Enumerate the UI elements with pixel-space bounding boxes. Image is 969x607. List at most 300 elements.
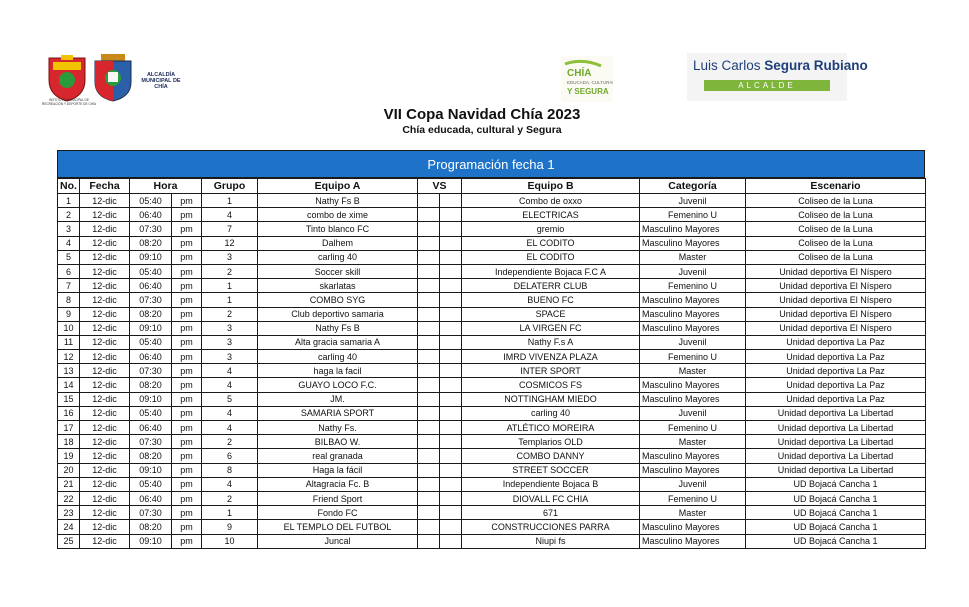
row-group: 8 [202,463,258,477]
vs-cell [418,222,440,236]
category: Masculino Mayores [640,392,746,406]
row-group: 3 [202,350,258,364]
team-b: CONSTRUCCIONES PARRA [462,520,640,534]
category: Masculino Mayores [640,534,746,548]
row-number: 11 [58,335,80,349]
venue: UD Bojacá Cancha 1 [746,534,926,548]
page-title: VII Copa Navidad Chía 2023 [383,106,581,123]
row-date: 12-dic [80,364,130,378]
row-group: 2 [202,307,258,321]
team-b: gremio [462,222,640,236]
venue: Unidad deportiva La Paz [746,392,926,406]
row-time: 08:20 [130,449,172,463]
row-date: 12-dic [80,491,130,505]
vs-cell [418,520,440,534]
svg-text:Y SEGURA: Y SEGURA [567,87,609,96]
row-time: 06:40 [130,421,172,435]
row-date: 12-dic [80,534,130,548]
row-ampm: pm [172,279,202,293]
team-a: real granada [258,449,418,463]
vs-cell [418,250,440,264]
row-group: 3 [202,250,258,264]
instituto-label: INSTITUTO MUNICIPAL DE RECREACIÓN Y DEPORTE DE CHÍA [41,98,97,106]
vs-blank-cell [440,406,462,420]
row-number: 24 [58,520,80,534]
vs-cell [418,421,440,435]
vs-blank-cell [440,364,462,378]
vs-blank-cell [440,392,462,406]
table-row [58,449,926,463]
vs-cell [418,378,440,392]
table-row [58,435,926,449]
row-time: 09:10 [130,250,172,264]
vs-blank-cell [440,194,462,208]
venue: UD Bojacá Cancha 1 [746,520,926,534]
team-b: Combo de oxxo [462,194,640,208]
row-time: 08:20 [130,307,172,321]
vs-cell [418,491,440,505]
venue: Unidad deportiva La Libertad [746,435,926,449]
team-a: Nathy Fs B [258,194,418,208]
row-time: 05:40 [130,335,172,349]
venue: Unidad deportiva La Paz [746,378,926,392]
row-group: 4 [202,208,258,222]
team-a: EL TEMPLO DEL FUTBOL [258,520,418,534]
alcaldia-shield-logo [92,52,134,102]
col-hora-header: Hora [130,179,202,194]
table-row [58,279,926,293]
vs-cell [418,279,440,293]
row-number: 22 [58,491,80,505]
team-b: ATLÉTICO MOREIRA [462,421,640,435]
row-ampm: pm [172,463,202,477]
alcalde-name: Luis Carlos Segura Rubiano [693,58,868,73]
team-a: carling 40 [258,350,418,364]
category: Masculino Mayores [640,293,746,307]
table-row [58,491,926,505]
vs-blank-cell [440,208,462,222]
row-time: 08:20 [130,236,172,250]
team-b: COMBO DANNY [462,449,640,463]
row-group: 12 [202,236,258,250]
table-row [58,534,926,548]
row-number: 19 [58,449,80,463]
col-no-header: No. [58,179,80,194]
row-date: 12-dic [80,506,130,520]
row-ampm: pm [172,506,202,520]
category: Juvenil [640,335,746,349]
vs-cell [418,477,440,491]
team-b: DIOVALL FC CHIA [462,491,640,505]
vs-blank-cell [440,506,462,520]
row-ampm: pm [172,378,202,392]
row-group: 4 [202,378,258,392]
team-b: Niupi fs [462,534,640,548]
team-b: Independiente Bojaca B [462,477,640,491]
row-ampm: pm [172,435,202,449]
category: Femenino U [640,350,746,364]
row-number: 4 [58,236,80,250]
row-number: 18 [58,435,80,449]
row-time: 06:40 [130,208,172,222]
row-group: 1 [202,506,258,520]
category: Masculino Mayores [640,236,746,250]
row-time: 08:20 [130,520,172,534]
category: Masculino Mayores [640,449,746,463]
row-date: 12-dic [80,477,130,491]
team-a: Alta gracia samaria A [258,335,418,349]
table-row [58,307,926,321]
row-group: 4 [202,406,258,420]
table-row [58,236,926,250]
vs-cell [418,435,440,449]
vs-cell [418,307,440,321]
row-group: 4 [202,364,258,378]
team-a: BILBAO W. [258,435,418,449]
category: Masculino Mayores [640,463,746,477]
category: Femenino U [640,421,746,435]
team-b: Independiente Bojaca F.C A [462,264,640,278]
row-time: 05:40 [130,194,172,208]
row-group: 7 [202,222,258,236]
row-ampm: pm [172,392,202,406]
row-number: 10 [58,321,80,335]
team-b: LA VIRGEN FC [462,321,640,335]
row-time: 09:10 [130,321,172,335]
venue: Unidad deportiva El Níspero [746,321,926,335]
row-group: 10 [202,534,258,548]
team-b: COSMICOS FS [462,378,640,392]
category: Masculino Mayores [640,321,746,335]
row-ampm: pm [172,491,202,505]
instituto-shield-logo [46,52,88,102]
vs-blank-cell [440,534,462,548]
vs-blank-cell [440,307,462,321]
svg-text:CHÍA: CHÍA [567,68,592,79]
team-b: NOTTINGHAM MIEDO [462,392,640,406]
team-b: STREET SOCCER [462,463,640,477]
venue: Unidad deportiva La Libertad [746,463,926,477]
team-a: Club deportivo samaria [258,307,418,321]
row-ampm: pm [172,477,202,491]
venue: Unidad deportiva La Libertad [746,449,926,463]
row-time: 09:10 [130,392,172,406]
row-date: 12-dic [80,293,130,307]
row-date: 12-dic [80,392,130,406]
row-group: 2 [202,435,258,449]
team-a: haga la facil [258,364,418,378]
row-ampm: pm [172,534,202,548]
team-b: BUENO FC [462,293,640,307]
col-equipo-a-header: Equipo A [258,179,418,194]
team-a: Altagracia Fc. B [258,477,418,491]
col-equipo-b-header: Equipo B [462,179,640,194]
vs-cell [418,364,440,378]
table-row [58,520,926,534]
team-b: SPACE [462,307,640,321]
alcalde-role: ALCALDE [704,80,830,91]
row-number: 9 [58,307,80,321]
category: Juvenil [640,194,746,208]
venue: Unidad deportiva El Níspero [746,293,926,307]
row-date: 12-dic [80,236,130,250]
table-row [58,477,926,491]
team-a: Tinto blanco FC [258,222,418,236]
row-ampm: pm [172,321,202,335]
team-b: EL CODITO [462,236,640,250]
row-ampm: pm [172,293,202,307]
vs-blank-cell [440,435,462,449]
row-number: 13 [58,364,80,378]
vs-cell [418,236,440,250]
row-number: 7 [58,279,80,293]
team-a: carling 40 [258,250,418,264]
row-time: 07:30 [130,222,172,236]
row-number: 20 [58,463,80,477]
category: Master [640,250,746,264]
row-ampm: pm [172,236,202,250]
row-number: 6 [58,264,80,278]
venue: Coliseo de la Luna [746,250,926,264]
row-date: 12-dic [80,421,130,435]
row-time: 05:40 [130,477,172,491]
venue: Coliseo de la Luna [746,236,926,250]
team-a: GUAYO LOCO F.C. [258,378,418,392]
vs-cell [418,506,440,520]
category: Master [640,506,746,520]
category: Master [640,364,746,378]
table-row [58,194,926,208]
col-fecha-header: Fecha [80,179,130,194]
category: Juvenil [640,264,746,278]
row-group: 1 [202,279,258,293]
team-b: Nathy F.s A [462,335,640,349]
row-ampm: pm [172,364,202,378]
row-date: 12-dic [80,435,130,449]
vs-cell [418,194,440,208]
venue: UD Bojacá Cancha 1 [746,506,926,520]
row-number: 21 [58,477,80,491]
row-group: 6 [202,449,258,463]
row-date: 12-dic [80,264,130,278]
team-a: Fondo FC [258,506,418,520]
row-date: 12-dic [80,208,130,222]
row-date: 12-dic [80,350,130,364]
row-ampm: pm [172,222,202,236]
team-b: DELATERR CLUB [462,279,640,293]
team-a: JM. [258,392,418,406]
row-ampm: pm [172,335,202,349]
table-row [58,208,926,222]
category: Femenino U [640,208,746,222]
row-time: 07:30 [130,506,172,520]
row-group: 3 [202,321,258,335]
row-date: 12-dic [80,520,130,534]
venue: Unidad deportiva El Níspero [746,279,926,293]
row-group: 4 [202,477,258,491]
team-a: skarlatas [258,279,418,293]
row-time: 09:10 [130,534,172,548]
team-a: combo de xime [258,208,418,222]
vs-cell [418,449,440,463]
row-ampm: pm [172,449,202,463]
table-row [58,406,926,420]
row-date: 12-dic [80,321,130,335]
row-time: 07:30 [130,364,172,378]
vs-blank-cell [440,520,462,534]
row-number: 5 [58,250,80,264]
table-row [58,293,926,307]
row-date: 12-dic [80,406,130,420]
vs-blank-cell [440,279,462,293]
team-b: INTER SPORT [462,364,640,378]
vs-blank-cell [440,222,462,236]
row-number: 17 [58,421,80,435]
venue: Unidad deportiva La Libertad [746,421,926,435]
team-a: Juncal [258,534,418,548]
alcaldia-label: ALCALDÍA MUNICIPAL DE CHÍA [141,72,181,90]
vs-blank-cell [440,250,462,264]
row-date: 12-dic [80,279,130,293]
table-row [58,350,926,364]
row-number: 25 [58,534,80,548]
row-time: 08:20 [130,378,172,392]
table-row [58,264,926,278]
table-row [58,321,926,335]
svg-text:EDUCADA, CULTURAL: EDUCADA, CULTURAL [567,80,613,85]
vs-cell [418,208,440,222]
row-date: 12-dic [80,463,130,477]
table-row [58,392,926,406]
vs-cell [418,392,440,406]
row-group: 5 [202,392,258,406]
vs-blank-cell [440,449,462,463]
row-ampm: pm [172,350,202,364]
category: Juvenil [640,477,746,491]
vs-cell [418,293,440,307]
vs-blank-cell [440,321,462,335]
table-row [58,421,926,435]
row-group: 1 [202,293,258,307]
vs-blank-cell [440,293,462,307]
venue: Unidad deportiva El Níspero [746,264,926,278]
col-escenario-header: Escenario [746,179,926,194]
vs-blank-cell [440,378,462,392]
row-number: 15 [58,392,80,406]
row-time: 06:40 [130,279,172,293]
team-a: Haga la fácil [258,463,418,477]
row-date: 12-dic [80,307,130,321]
vs-cell [418,534,440,548]
team-a: Dalhem [258,236,418,250]
col-categoria-header: Categoría [640,179,746,194]
row-ampm: pm [172,264,202,278]
table-row [58,364,926,378]
row-number: 14 [58,378,80,392]
row-group: 2 [202,264,258,278]
team-b: ELECTRICAS [462,208,640,222]
row-time: 06:40 [130,350,172,364]
team-a: SAMARIA SPORT [258,406,418,420]
row-number: 2 [58,208,80,222]
row-date: 12-dic [80,335,130,349]
venue: Unidad deportiva La Paz [746,350,926,364]
category: Masculino Mayores [640,378,746,392]
row-date: 12-dic [80,250,130,264]
row-group: 4 [202,421,258,435]
venue: UD Bojacá Cancha 1 [746,477,926,491]
row-number: 16 [58,406,80,420]
team-a: Nathy Fs. [258,421,418,435]
schedule-header-row [58,179,926,194]
team-b: IMRD VIVENZA PLAZA [462,350,640,364]
vs-cell [418,463,440,477]
vs-blank-cell [440,477,462,491]
category: Juvenil [640,406,746,420]
vs-cell [418,406,440,420]
row-date: 12-dic [80,449,130,463]
team-b: Templarios OLD [462,435,640,449]
venue: UD Bojacá Cancha 1 [746,491,926,505]
venue: Unidad deportiva La Libertad [746,406,926,420]
alcalde-logo [687,53,868,101]
row-ampm: pm [172,250,202,264]
category: Femenino U [640,279,746,293]
venue: Unidad deportiva La Paz [746,335,926,349]
team-a: COMBO SYG [258,293,418,307]
venue: Unidad deportiva El Níspero [746,307,926,321]
vs-blank-cell [440,421,462,435]
row-group: 3 [202,335,258,349]
venue: Coliseo de la Luna [746,208,926,222]
table-row [58,250,926,264]
row-time: 05:40 [130,406,172,420]
row-ampm: pm [172,421,202,435]
vs-cell [418,335,440,349]
venue: Unidad deportiva La Paz [746,364,926,378]
category: Masculino Mayores [640,520,746,534]
team-b: carling 40 [462,406,640,420]
row-time: 06:40 [130,491,172,505]
col-vs-header: VS [418,179,462,194]
row-number: 23 [58,506,80,520]
row-group: 9 [202,520,258,534]
table-row [58,222,926,236]
row-time: 07:30 [130,293,172,307]
row-ampm: pm [172,406,202,420]
venue: Coliseo de la Luna [746,222,926,236]
row-time: 05:40 [130,264,172,278]
team-b: 671 [462,506,640,520]
category: Femenino U [640,491,746,505]
col-grupo-header: Grupo [202,179,258,194]
venue: Coliseo de la Luna [746,194,926,208]
vs-blank-cell [440,236,462,250]
table-row [58,463,926,477]
vs-blank-cell [440,264,462,278]
vs-cell [418,321,440,335]
table-row [58,378,926,392]
team-a: Nathy Fs B [258,321,418,335]
vs-blank-cell [440,350,462,364]
row-ampm: pm [172,194,202,208]
chia-educada-logo [561,56,613,102]
row-number: 3 [58,222,80,236]
row-date: 12-dic [80,222,130,236]
vs-cell [418,350,440,364]
team-a: Soccer skill [258,264,418,278]
row-date: 12-dic [80,194,130,208]
